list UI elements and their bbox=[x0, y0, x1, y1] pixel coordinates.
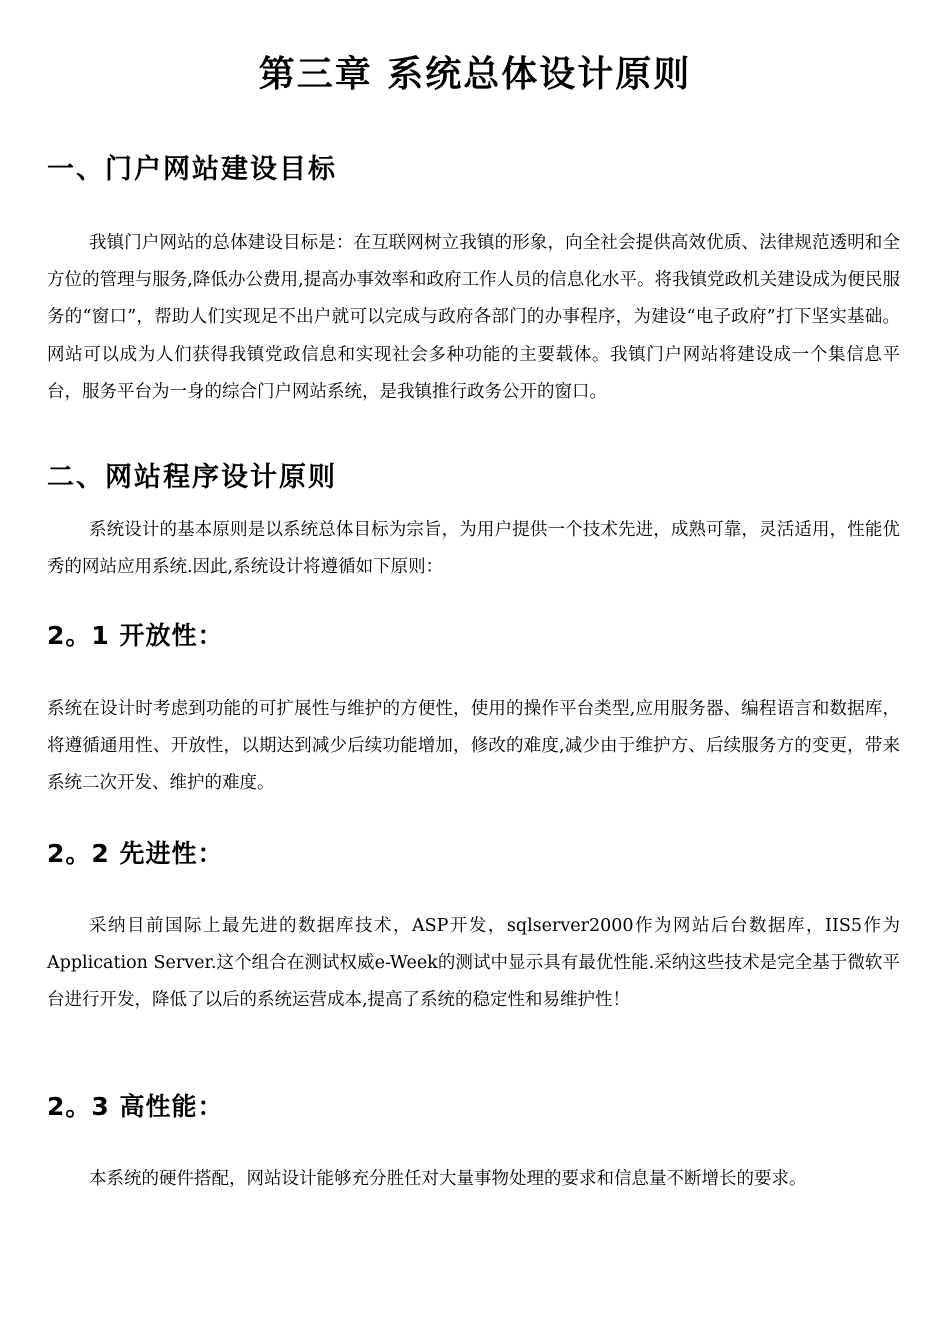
subsection-heading-performance: 2。3 高性能： bbox=[47, 1092, 224, 1121]
subsection-paragraph-performance: 本系统的硬件搭配，网站设计能够充分胜任对大量事物处理的要求和信息量不断增长的要求。 bbox=[89, 1169, 807, 1189]
subsection-paragraph-advanced: 采纳目前国际上最先进的数据库技术，ASP开发，sqlserver2000作为网站后台数据库，IIS5作为Application Server.这个组合在测试权威e-Week的测试中显示具有最优性能.采纳这些技术是完全基于微软平台进行开发，降低了以后的系统运营成本,提高了系统的稳定性和易维护性！ bbox=[47, 916, 900, 1011]
chapter-title: 第三章 系统总体设计原则 bbox=[258, 53, 692, 95]
section-heading-design-principles: 二、网站程序设计原则 bbox=[47, 462, 337, 493]
subsection-paragraph-openness: 系统在设计时考虑到功能的可扩展性与维护的方便性，使用的操作平台类型,应用服务器、编程语言和数据库，将遵循通用性、开放性，以期达到减少后续功能增加，修改的难度,减少由于维护方、后续服务方的变更，带来系统二次开发、维护的难度。 bbox=[47, 699, 900, 794]
section-paragraph-design-principles: 系统设计的基本原则是以系统总体目标为宗旨，为用户提供一个技术先进，成熟可靠，灵活适用，性能优秀的网站应用系统.因此,系统设计将遵循如下原则： bbox=[47, 520, 900, 578]
subsection-heading-openness: 2。1 开放性： bbox=[47, 621, 224, 650]
section-paragraph-portal-goals: 我镇门户网站的总体建设目标是：在互联网树立我镇的形象，向全社会提供高效优质、法律规范透明和全方位的管理与服务,降低办公费用,提高办事效率和政府工作人员的信息化水平。将我镇党政机关建设成为便民服务的“窗口”，帮助人们实现足不出户就可以完成与政府各部门的办事程序，为建设“电子政府”打下坚实基础。网站可以成为人们获得我镇党政信息和实现社会多种功能的主要载体。我镇门户网站将建设成一个集信息平台，服务平台为一身的综合门户网站系统，是我镇推行政务公开的窗口。 bbox=[47, 233, 900, 402]
subsection-heading-advanced: 2。2 先进性： bbox=[47, 839, 224, 868]
section-heading-portal-goals: 一、门户网站建设目标 bbox=[47, 154, 337, 185]
